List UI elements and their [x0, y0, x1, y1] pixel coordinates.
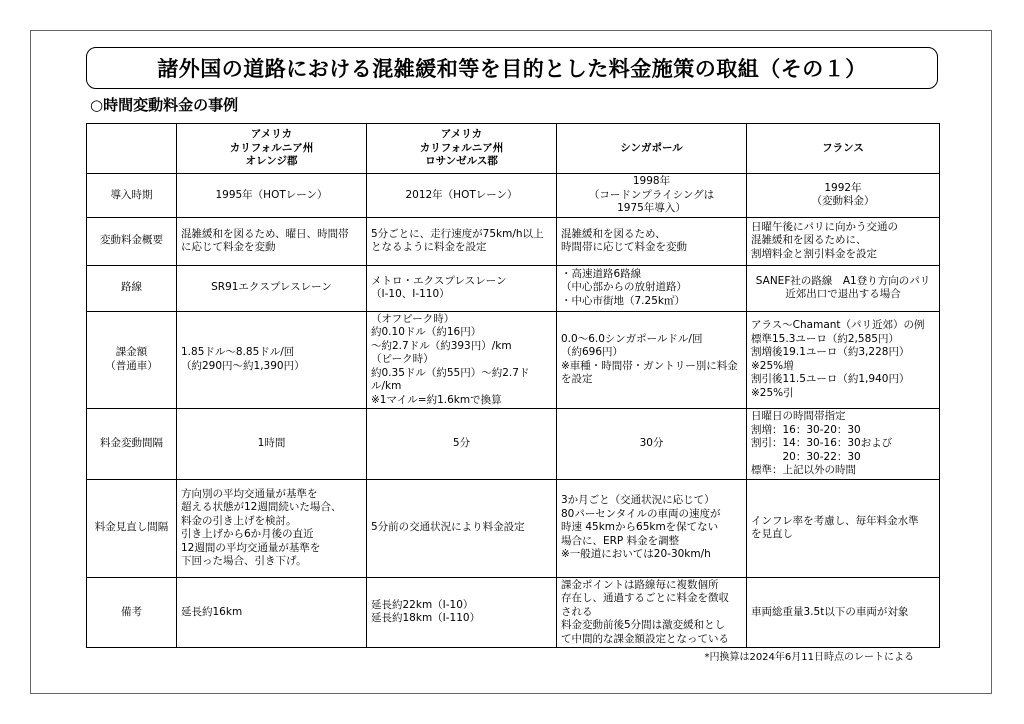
table-row	[87, 265, 940, 311]
header-singapore: シンガポール	[557, 124, 747, 174]
table-cell: 延長約22km（I-10） 延長約18km（I-110）	[367, 577, 557, 648]
table-cell: SR91エクスプレスレーン	[177, 265, 367, 311]
table-cell: インフレ率を考慮し、毎年料金水準 を見直し	[747, 479, 940, 577]
header-france: フランス	[747, 124, 940, 174]
table-cell: 5分ごとに、走行速度が75km/h以上 となるように料金を設定	[367, 217, 557, 265]
table-cell: ・高速道路6路線 （中心部からの放射道路） ・中心市街地（7.25k㎡）	[557, 265, 747, 311]
table-cell: 課金ポイントは路線毎に複数個所 存在し、通過するごとに料金を徴収 される 料金変動前後5分間は激変緩和とし て中間的な課金額設定となっている	[557, 577, 747, 648]
section-subtitle: ○時間変動料金の事例	[90, 96, 239, 114]
table-row	[87, 409, 940, 480]
table-row	[87, 577, 940, 648]
table-cell: 延長約16km	[177, 577, 367, 648]
table-cell: 方向別の平均交通量が基準を 超える状態が12週間続いた場合、 料金の引き上げを検討。 引き上げから6か月後の直近 12週間の平均交通量が基準を 下回った場合、引き下げ。	[177, 479, 367, 577]
table-cell: 日曜午後にパリに向かう交通の 混雑緩和を図るために、 割増料金と割引料金を設定	[747, 217, 940, 265]
table-cell: 30分	[557, 409, 747, 480]
table-cell: メトロ・エクスプレスレーン （I-10、I-110）	[367, 265, 557, 311]
header-los-angeles-county: アメリカ カリフォルニア州 ロサンゼルス郡	[367, 124, 557, 174]
table-row	[87, 217, 940, 265]
table-cell: （オフピーク時） 約0.10ドル（約16円） ～約2.7ドル（約393円）/km （ピーク時） 約0.35ドル（約55円）～約2.7ドル/km ※1マイル=約1.6kmで換算	[367, 311, 557, 409]
row-label-introduction: 導入時期	[87, 174, 177, 218]
table-row	[87, 479, 940, 577]
table-row	[87, 311, 940, 409]
table-cell: アラス～Chamant（パリ近郊）の例 標準15.3ユーロ（約2,585円） 割増後19.1ユーロ（約3,228円）※25%増 割引後11.5ユーロ（約1,940円）※25%引	[747, 311, 940, 409]
table-cell: 3か月ごと（交通状況に応じて） 80パーセンタイルの車両の速度が 時速 45kmから65kmを保てない 場合に、ERP 料金を調整 ※一般道においては20-30km/h	[557, 479, 747, 577]
table-cell: 0.0～6.0シンガポールドル/回 （約696円） ※車種・時間帯・ガントリー別に料金 を設定	[557, 311, 747, 409]
footnote: *円換算は2024年6月11日時点のレートによる	[704, 652, 914, 663]
row-label-review-interval: 料金見直し間隔	[87, 479, 177, 577]
header-corner	[87, 124, 177, 174]
table-row	[87, 174, 940, 218]
page-title: 諸外国の道路における混雑緩和等を目的とした料金施策の取組（その１）	[157, 57, 867, 81]
row-label-overview: 変動料金概要	[87, 217, 177, 265]
title-box	[86, 47, 938, 89]
table-cell: 1998年 （コードンプライシングは 1975年導入）	[557, 174, 747, 218]
row-label-change-interval: 料金変動間隔	[87, 409, 177, 480]
table-cell: 車両総重量3.5t以下の車両が対象	[747, 577, 940, 648]
table-cell: 1.85ドル～8.85ドル/回 （約290円～約1,390円）	[177, 311, 367, 409]
row-label-remarks: 備考	[87, 577, 177, 648]
row-label-toll-amount: 課金額 （普通車）	[87, 311, 177, 409]
table-cell: 2012年（HOTレーン）	[367, 174, 557, 218]
table-cell: 日曜日の時間帯指定 割増：16：30-20：30 割引：14：30-16：30および 20：30-22：30 標準：上記以外の時間	[747, 409, 940, 480]
table-cell: 混雑緩和を図るため、 時間帯に応じて料金を変動	[557, 217, 747, 265]
table-cell: 1992年 （変動料金）	[747, 174, 940, 218]
toll-policy-table	[86, 123, 940, 648]
table-cell: 1995年（HOTレーン）	[177, 174, 367, 218]
table-header-row	[87, 124, 940, 174]
header-orange-county: アメリカ カリフォルニア州 オレンジ郡	[177, 124, 367, 174]
table-cell: 1時間	[177, 409, 367, 480]
table-cell: 混雑緩和を図るため、曜日、時間帯 に応じて料金を変動	[177, 217, 367, 265]
row-label-route: 路線	[87, 265, 177, 311]
table-cell: SANEF社の路線 A1登り方向のパリ 近郊出口で退出する場合	[747, 265, 940, 311]
table-cell: 5分前の交通状況により料金設定	[367, 479, 557, 577]
table-cell: 5分	[367, 409, 557, 480]
